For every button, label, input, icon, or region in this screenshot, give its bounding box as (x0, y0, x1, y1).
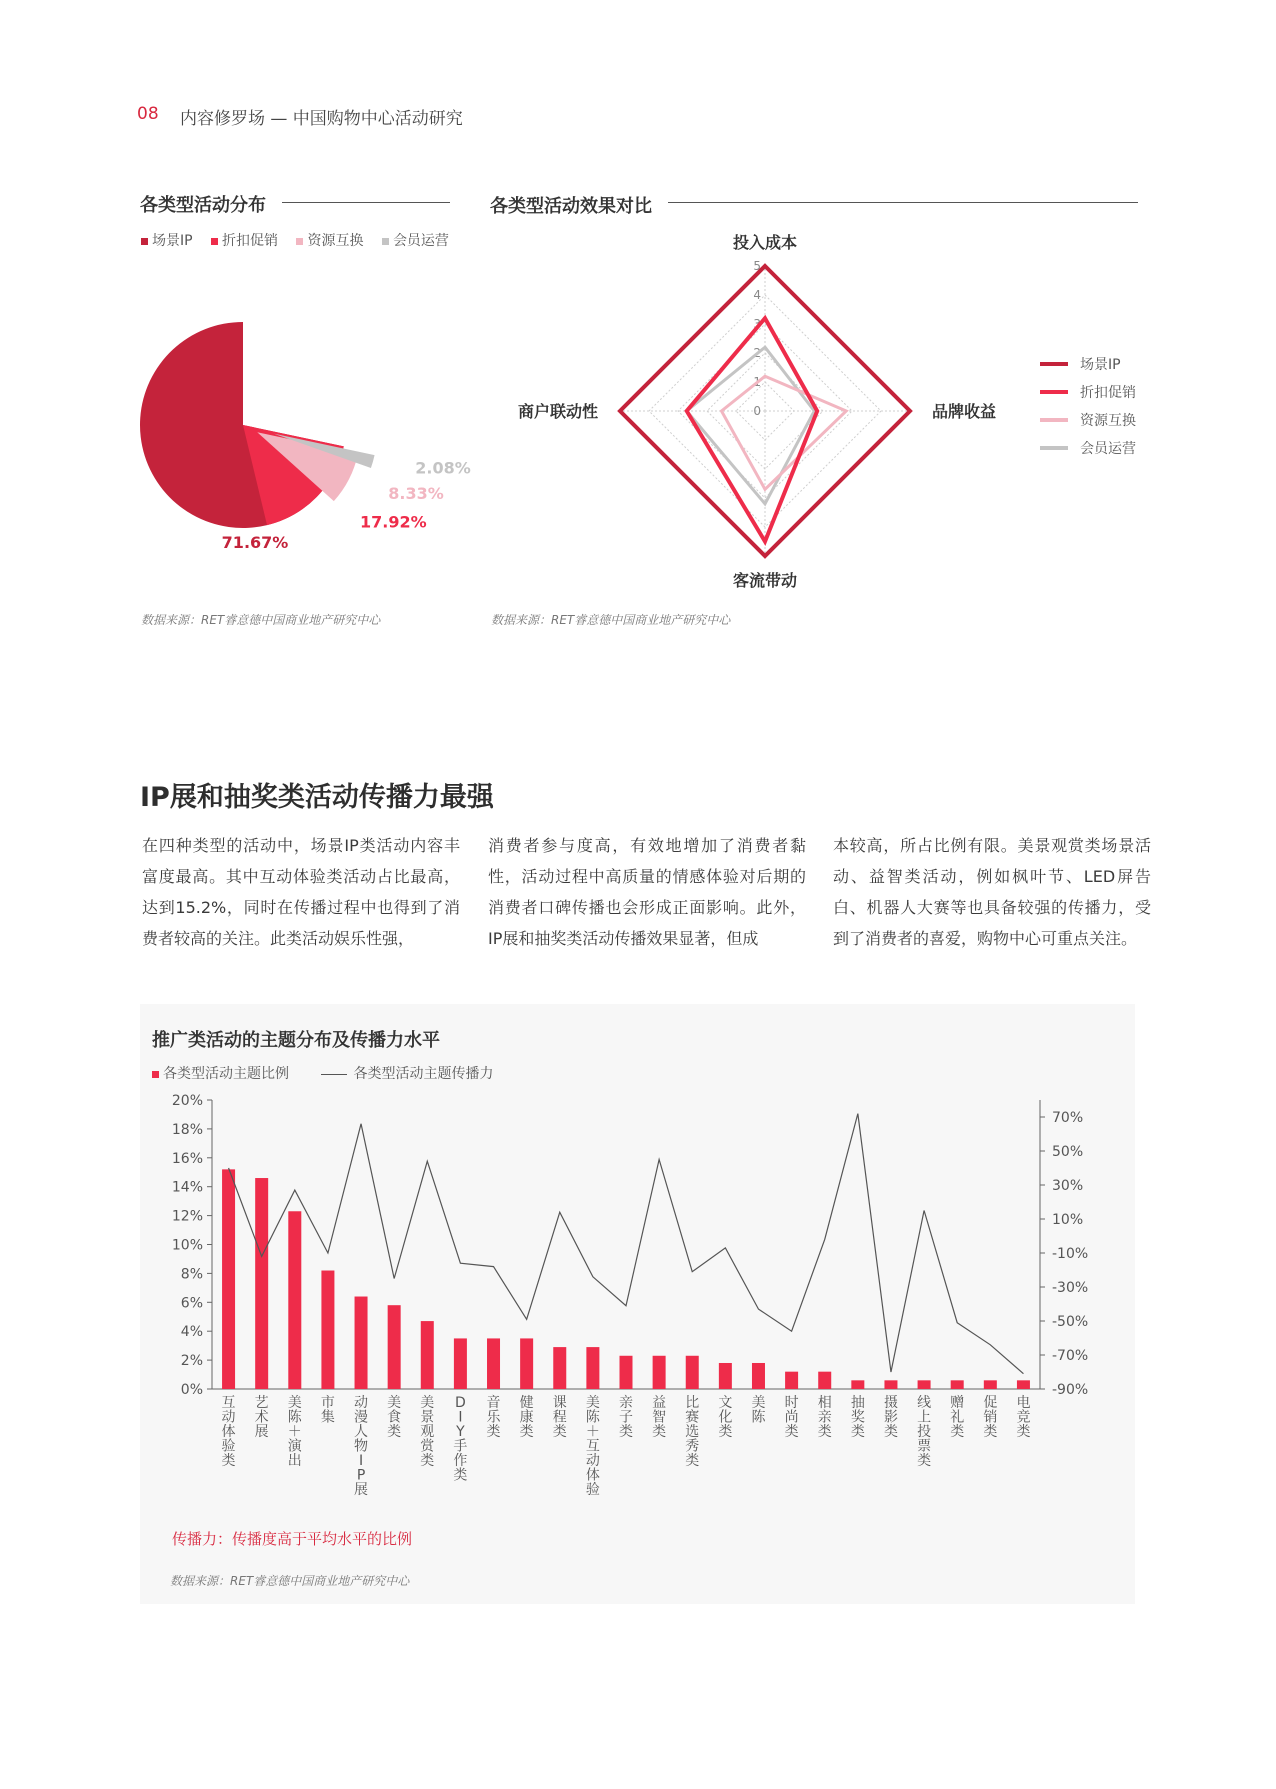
y-left-tick-label: 18% (171, 1121, 203, 1138)
bar (719, 1363, 732, 1389)
y-left-tick-label: 14% (171, 1179, 203, 1196)
propagation-note: 传播力：传播度高于平均水平的比例 (172, 1530, 413, 1548)
legend-label: 资源互换 (307, 233, 364, 249)
y-left-tick-label: 2% (180, 1353, 203, 1370)
pie-source: 数据来源：RET睿意德中国商业地产研究中心 (141, 613, 381, 627)
legend-label: 各类型活动主题比例 (163, 1066, 289, 1082)
bar (321, 1271, 334, 1389)
legend-swatch (211, 238, 218, 245)
legend-label: 各类型活动主题传播力 (353, 1066, 494, 1082)
radar-axis-label: 商户联动性 (517, 402, 598, 421)
y-left-tick-label: 20% (171, 1093, 203, 1109)
legend-label: 折扣促销 (222, 233, 279, 249)
radar-legend-item-scene-ip (1040, 350, 1136, 378)
bar (553, 1347, 566, 1389)
bar (388, 1305, 401, 1389)
body-column-3: 本较高，所占比例有限。美景观赏类场景活动、益智类活动，例如枫叶节、LED屏告白、机器人大赛等也具备较强的传播力，受到了消费者的喜爱，购物中心可重点关注。 (833, 836, 1151, 948)
legend-label: 折扣促销 (1080, 385, 1136, 401)
x-category-label: 亲子类 (619, 1395, 633, 1440)
radar-series-折扣促销 (687, 318, 818, 541)
y-right-tick-label: 50% (1052, 1144, 1084, 1160)
bar (653, 1356, 666, 1389)
x-category-label: 市集 (320, 1395, 335, 1426)
bar (487, 1338, 500, 1389)
bar (520, 1338, 533, 1389)
pie-chart (130, 280, 470, 580)
y-right-tick-label: -10% (1052, 1246, 1089, 1262)
y-right-tick-label: 70% (1052, 1110, 1084, 1126)
legend-label: 会员运营 (392, 233, 449, 249)
bar (586, 1347, 599, 1389)
radar-scale-tick: 4 (753, 288, 761, 302)
bar (984, 1380, 997, 1389)
radar-legend (1040, 350, 1136, 462)
y-left-tick-label: 16% (171, 1150, 203, 1167)
x-category-label: 益智类 (652, 1395, 667, 1440)
x-category-label: 相亲类 (817, 1395, 832, 1440)
radar-source: 数据来源：RET睿意德中国商业地产研究中心 (491, 613, 731, 627)
x-category-label: 比赛选秀类 (685, 1395, 700, 1469)
radar-scale-tick: 5 (753, 259, 761, 273)
combo-legend-line (321, 1063, 493, 1083)
section-heading: IP展和抽奖类活动传播力最强 (140, 782, 494, 813)
x-category-label: D I Y 手作类 (453, 1395, 468, 1484)
combo-panel-title: 推广类活动的主题分布及传播力水平 (152, 1030, 440, 1051)
bar (620, 1356, 633, 1389)
y-left-tick-label: 10% (171, 1237, 203, 1254)
bar (355, 1297, 368, 1389)
y-right-tick-label: -50% (1052, 1314, 1089, 1330)
body-column-1: 在四种类型的活动中，场景IP类活动内容丰富度最高。其中互动体验类活动占比最高，达到15.2%，同时在传播过程中也得到了消费者较高的关注。此类活动娱乐性强， (142, 836, 460, 948)
page-running-title: 内容修罗场 — 中国购物中心活动研究 (180, 109, 463, 129)
pie-legend (141, 230, 463, 250)
y-left-tick-label: 4% (180, 1324, 203, 1341)
x-category-label: 美食类 (387, 1395, 402, 1440)
radar-axis-label: 品牌收益 (932, 402, 997, 421)
bar (752, 1363, 765, 1389)
bar (1017, 1380, 1030, 1389)
combo-legend (152, 1063, 507, 1083)
x-category-label: 美陈 (751, 1395, 766, 1426)
x-category-label: 时尚类 (784, 1395, 799, 1440)
x-category-label: 艺术展 (254, 1395, 269, 1440)
y-right-tick-label: 10% (1052, 1212, 1084, 1228)
legend-label: 场景IP (1080, 357, 1121, 373)
x-category-label: 电竞类 (1016, 1395, 1031, 1440)
pie-data-label: 71.67% (221, 533, 289, 552)
bar (785, 1372, 798, 1389)
bar (454, 1338, 467, 1389)
bar (851, 1380, 864, 1389)
bar (951, 1380, 964, 1389)
x-category-label: 美陈＋互动体验 (585, 1395, 600, 1498)
x-category-label: 美景观赏类 (420, 1395, 435, 1469)
bar (884, 1380, 897, 1389)
legend-line (1040, 446, 1068, 450)
radar-legend-item-resource (1040, 406, 1136, 434)
bar (288, 1211, 301, 1389)
bar (686, 1356, 699, 1389)
legend-swatch (152, 1071, 159, 1078)
legend-label: 会员运营 (1080, 441, 1136, 457)
radar-legend-item-discount (1040, 378, 1136, 406)
legend-line (1040, 418, 1068, 422)
propagation-line (229, 1114, 1024, 1374)
pie-panel-title: 各类型活动分布 (140, 195, 266, 216)
x-category-label: 文化类 (718, 1395, 733, 1440)
radar-axis-label: 客流带动 (732, 571, 798, 590)
legend-line (1040, 390, 1068, 394)
bar (255, 1178, 268, 1389)
legend-line (321, 1074, 347, 1075)
pie-legend-item-discount (211, 230, 278, 250)
legend-label: 资源互换 (1080, 413, 1136, 429)
y-left-tick-label: 12% (171, 1208, 203, 1225)
radar-legend-item-member (1040, 434, 1136, 462)
pie-title-rule (282, 202, 450, 203)
bar (421, 1321, 434, 1389)
y-left-tick-label: 6% (180, 1295, 203, 1312)
combo-source: 数据来源：RET睿意德中国商业地产研究中心 (170, 1574, 410, 1588)
x-category-label: 互动体验类 (221, 1395, 236, 1469)
combo-legend-bars (152, 1063, 289, 1083)
x-category-label: 抽奖类 (850, 1395, 865, 1440)
pie-legend-item-scene-ip (141, 230, 193, 250)
radar-title-rule (668, 202, 1138, 203)
x-category-label: 线上投票类 (917, 1395, 932, 1469)
bar (918, 1380, 931, 1389)
body-column-2: 消费者参与度高，有效地增加了消费者黏性，活动过程中高质量的情感体验对后期的消费者口碑传播也会形成正面影响。此外，IP展和抽奖类活动传播效果显著，但成 (488, 836, 806, 948)
x-category-label: 动漫人物 I P 展 (354, 1395, 369, 1498)
y-right-tick-label: -70% (1052, 1348, 1089, 1364)
radar-scale-tick: 2 (753, 346, 761, 360)
x-category-label: 促销类 (983, 1395, 998, 1440)
x-category-label: 健康类 (519, 1395, 534, 1440)
y-right-tick-label: -30% (1052, 1280, 1089, 1296)
bar (222, 1169, 235, 1389)
radar-scale-tick: 1 (753, 375, 761, 389)
pie-data-label: 17.92% (360, 512, 427, 532)
radar-chart (510, 218, 997, 590)
x-category-label: 美陈＋演出 (287, 1395, 302, 1469)
pie-data-label: 2.08% (415, 458, 471, 478)
radar-panel-title: 各类型活动效果对比 (490, 196, 652, 217)
y-left-tick-label: 0% (180, 1382, 203, 1398)
y-left-tick-label: 8% (180, 1266, 203, 1283)
legend-swatch (141, 238, 148, 245)
pie-legend-item-resource (296, 230, 363, 250)
x-category-label: 音乐类 (486, 1395, 501, 1440)
radar-scale-tick: 3 (753, 317, 761, 331)
x-category-label: 赠礼类 (950, 1395, 965, 1440)
combo-chart (140, 1090, 1135, 1520)
x-category-label: 课程类 (552, 1395, 567, 1440)
bar (818, 1372, 831, 1389)
pie-legend-item-member (382, 230, 449, 250)
y-right-tick-label: 30% (1052, 1178, 1084, 1194)
pie-data-label: 8.33% (388, 483, 444, 503)
legend-swatch (296, 238, 303, 245)
legend-swatch (382, 238, 389, 245)
legend-label: 场景IP (152, 233, 193, 249)
page-number: 08 (137, 104, 159, 124)
x-category-label: 摄影类 (883, 1395, 898, 1440)
y-right-tick-label: -90% (1052, 1382, 1089, 1398)
radar-scale-tick: 0 (753, 404, 761, 418)
legend-line (1040, 362, 1068, 366)
radar-axis-label: 投入成本 (732, 233, 798, 252)
